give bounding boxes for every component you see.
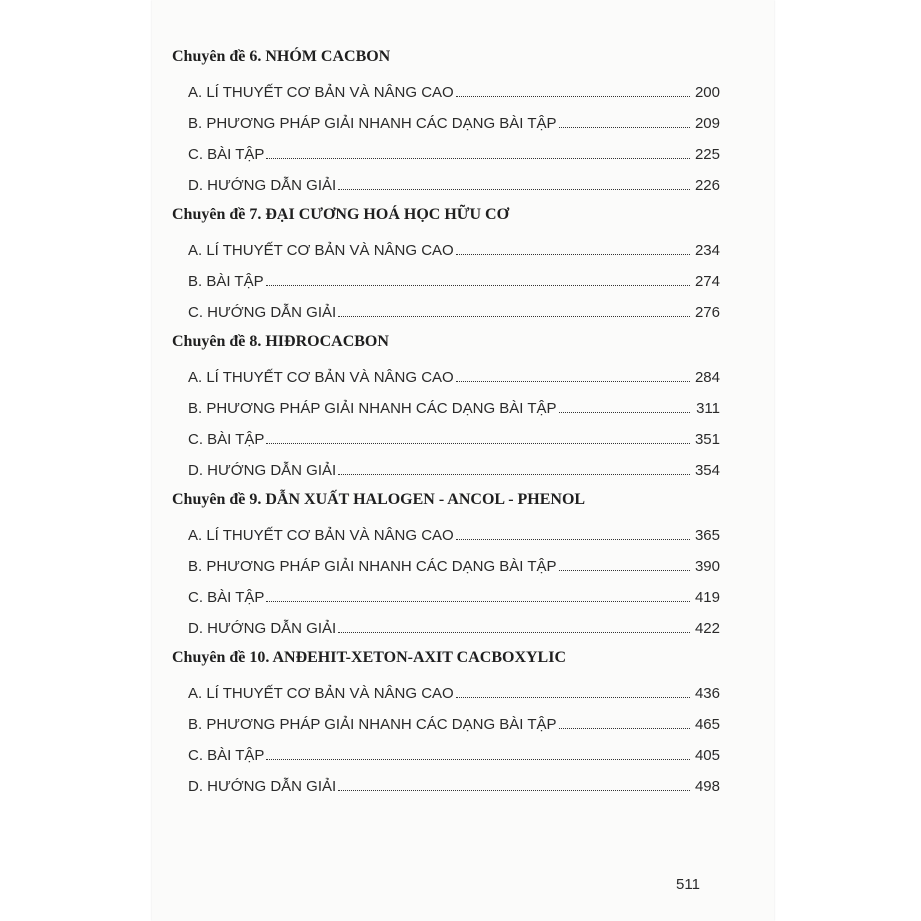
toc-entry-label: B. PHƯƠNG PHÁP GIẢI NHANH CÁC DẠNG BÀI TẬP [188,400,557,417]
toc-entry-page: 498 [694,778,720,795]
toc-entry-label: B. BÀI TẬP [188,273,264,290]
toc-entry[interactable] [172,579,720,610]
toc-entry-label: A. LÍ THUYẾT CƠ BẢN VÀ NÂNG CAO [188,369,454,386]
toc-entry-page: 226 [694,177,720,194]
dot-leader [456,380,690,382]
toc-entry-label: C. BÀI TẬP [188,589,265,606]
dot-leader [266,157,690,159]
dot-leader [456,253,690,255]
toc-entry-page: 365 [694,527,720,544]
toc-entry[interactable] [172,359,720,390]
toc-entry-label: C. BÀI TẬP [188,146,265,163]
toc-entry-label: C. BÀI TẬP [188,431,265,448]
dot-leader [456,696,690,698]
toc-entry[interactable] [172,105,720,136]
toc-entry[interactable] [172,232,720,263]
toc-entry-label: D. HƯỚNG DẪN GIẢI [188,778,337,795]
toc-entry[interactable] [172,768,720,799]
toc-entry-label: D. HƯỚNG DẪN GIẢI [188,462,337,479]
chapter-8 [172,325,720,483]
toc-entry[interactable] [172,548,720,579]
dot-leader [338,631,690,633]
toc-entry-label: A. LÍ THUYẾT CƠ BẢN VÀ NÂNG CAO [188,685,454,702]
dot-leader [266,758,690,760]
toc-entry-page: 351 [694,431,720,448]
toc-entry-page: 311 [696,400,720,417]
toc-entry[interactable] [172,390,720,421]
toc-entry-label: A. LÍ THUYẾT CƠ BẢN VÀ NÂNG CAO [188,527,454,544]
toc-entry[interactable] [172,675,720,706]
toc-entry-page: 284 [694,369,720,386]
toc-entry-page: 354 [694,462,720,479]
page-number: 511 [676,876,700,893]
toc-entry-page: 200 [694,84,720,101]
toc-entry-page: 465 [694,716,720,733]
toc-entry-page: 422 [694,620,720,637]
toc-entry[interactable] [172,136,720,167]
toc-entry[interactable] [172,167,720,198]
toc-entry[interactable] [172,294,720,325]
chapter-title: Chuyên đề 6. NHÓM CACBON [172,48,391,65]
toc-entry[interactable] [172,517,720,548]
chapter-10 [172,641,720,799]
toc-entry-page: 225 [694,146,720,163]
toc-entry-label: D. HƯỚNG DẪN GIẢI [188,620,337,637]
dot-leader [559,569,690,571]
dot-leader [338,315,690,317]
toc-entry-page: 419 [694,589,720,606]
toc-entry[interactable] [172,452,720,483]
toc-entry-page: 274 [694,273,720,290]
toc-entry-page: 234 [694,242,720,259]
chapter-title: Chuyên đề 7. ĐẠI CƯƠNG HOÁ HỌC HỮU CƠ [172,206,510,223]
toc-entry-page: 276 [694,304,720,321]
chapter-title: Chuyên đề 9. DẪN XUẤT HALOGEN - ANCOL - PHENOL [172,491,586,508]
chapter-title: Chuyên đề 10. ANĐEHIT-XETON-AXIT CACBOXYLIC [172,649,567,666]
dot-leader [559,411,690,413]
dot-leader [338,789,690,791]
chapter-7 [172,198,720,325]
dot-leader [266,442,690,444]
table-of-contents [172,40,720,799]
toc-entry-page: 436 [694,685,720,702]
toc-entry-page: 390 [694,558,720,575]
chapter-title: Chuyên đề 8. HIĐROCACBON [172,333,389,350]
dot-leader [266,284,690,286]
toc-entry-label: A. LÍ THUYẾT CƠ BẢN VÀ NÂNG CAO [188,84,454,101]
dot-leader [559,727,690,729]
dot-leader [266,600,690,602]
toc-entry[interactable] [172,74,720,105]
toc-entry[interactable] [172,421,720,452]
toc-entry-label: D. HƯỚNG DẪN GIẢI [188,177,337,194]
toc-entry-label: B. PHƯƠNG PHÁP GIẢI NHANH CÁC DẠNG BÀI TẬP [188,558,557,575]
dot-leader [456,95,690,97]
toc-entry-page: 405 [694,747,720,764]
dot-leader [456,538,690,540]
chapter-9 [172,483,720,641]
toc-entry-label: B. PHƯƠNG PHÁP GIẢI NHANH CÁC DẠNG BÀI TẬP [188,115,557,132]
dot-leader [559,126,690,128]
toc-entry-label: C. BÀI TẬP [188,747,265,764]
dot-leader [338,473,690,475]
toc-entry-label: B. PHƯƠNG PHÁP GIẢI NHANH CÁC DẠNG BÀI TẬP [188,716,557,733]
toc-entry[interactable] [172,706,720,737]
toc-entry[interactable] [172,737,720,768]
toc-entry[interactable] [172,263,720,294]
dot-leader [338,188,690,190]
toc-entry-label: C. HƯỚNG DẪN GIẢI [188,304,337,321]
toc-entry[interactable] [172,610,720,641]
chapter-6 [172,40,720,198]
toc-entry-label: A. LÍ THUYẾT CƠ BẢN VÀ NÂNG CAO [188,242,454,259]
toc-entry-page: 209 [694,115,720,132]
